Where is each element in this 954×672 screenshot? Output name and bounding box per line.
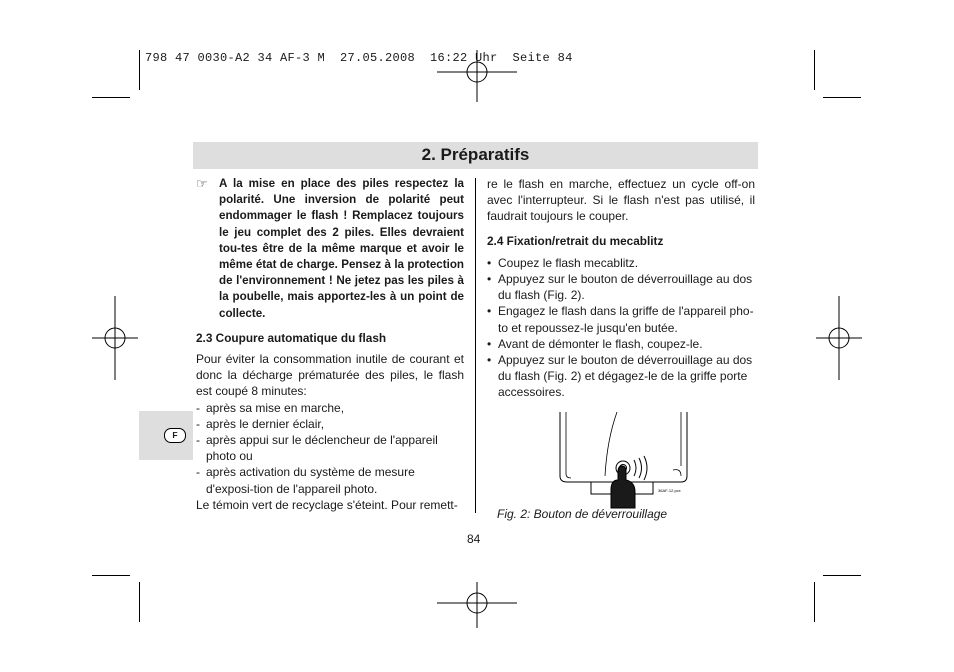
language-badge: F (164, 428, 186, 443)
registration-mark-bottom (437, 582, 517, 628)
page-number: 84 (467, 532, 481, 546)
print-header: 798 47 0030-A2 34 AF-3 M 27.05.2008 16:22 Uhr Seite 84 (145, 51, 573, 65)
list-item: • Avant de démonter le flash, coupez-le. (487, 336, 755, 352)
list-item: - après sa mise en marche, (196, 400, 464, 416)
list-item: - après le dernier éclair, (196, 416, 464, 432)
registration-mark-right (816, 296, 862, 380)
crop-mark (92, 575, 130, 576)
crop-mark (823, 97, 861, 98)
crop-mark (814, 582, 815, 622)
left-column (196, 176, 464, 513)
figure-caption: Fig. 2: Bouton de déverrouillage (497, 507, 668, 521)
crop-mark (92, 97, 130, 98)
section-2-3-outro: Le témoin vert de recyclage s'éteint. Pour remett- (196, 497, 458, 512)
pointing-hand-icon: ☞ (196, 176, 208, 191)
crop-mark (814, 50, 815, 90)
figure-code: 36AF-12.pcx (658, 488, 681, 493)
section-2-3-intro: Pour éviter la consommation inutile de courant et donc la décharge prématurée des piles, le flash est coupé 8 minutes: (196, 352, 464, 399)
section-heading-2-3: 2.3 Coupure automatique du flash (196, 330, 387, 345)
warning-note (196, 176, 464, 322)
list-item: - après activation du système de mesure d'exposi-tion de l'appareil photo. (196, 464, 464, 496)
section-heading-2-4: 2.4 Fixation/retrait du mecablitz (487, 233, 664, 248)
registration-mark-left (92, 296, 138, 380)
language-tab (139, 411, 193, 460)
continued-paragraph: re le flash en marche, effectuez un cycle off-on avec l'interrupteur. Si le flash n'est pas utilisé, il faudrait toujours le couper. (487, 177, 755, 224)
section-title-bar (193, 142, 758, 169)
column-divider (475, 178, 476, 513)
crop-mark (823, 575, 861, 576)
warning-note-text: A la mise en place des piles respectez la polarité. Une inversion de polarité peut endommager le flash ! Remplacez toujours le jeu complet des 2 piles. Elles devraient tou-tes être de la même marque et avoir le même état de charge. Pensez à la protection de l'environnement ! Ne jetez pas les piles à la poubelle, mais apportez-les à un point de collecte. (219, 177, 464, 320)
registration-mark-top (437, 50, 517, 102)
crop-mark (139, 50, 140, 90)
page-title: 2. Préparatifs (421, 145, 530, 164)
list-item: • Appuyez sur le bouton de déverrouillage au dos du flash (Fig. 2) et dégagez-le de la griffe porte accessoires. (487, 352, 755, 401)
right-column (487, 176, 755, 401)
list-item: • Engagez le flash dans la griffe de l'appareil pho-to et repoussez-le jusqu'en butée. (487, 303, 755, 335)
list-item: - après appui sur le déclencheur de l'appareil photo ou (196, 432, 464, 464)
figure-2-illustration (555, 410, 695, 510)
list-item: • Appuyez sur le bouton de déverrouillage au dos du flash (Fig. 2). (487, 271, 755, 303)
list-item: • Coupez le flash mecablitz. (487, 255, 755, 271)
crop-mark (139, 582, 140, 622)
